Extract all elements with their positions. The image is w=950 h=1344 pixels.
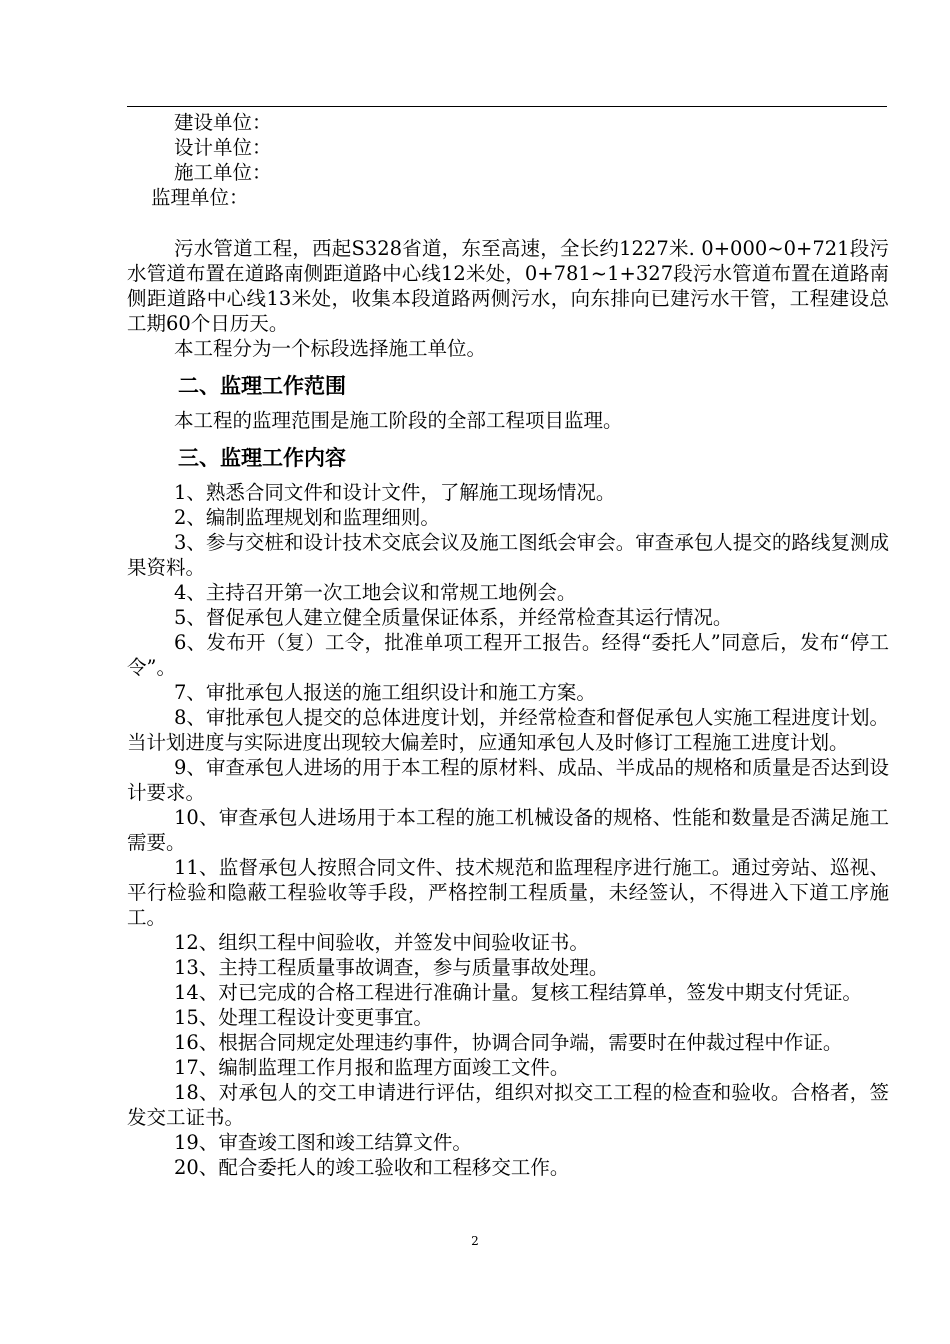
list-item: 19、审查竣工图和竣工结算文件。 bbox=[174, 1131, 472, 1154]
project-overview bbox=[127, 236, 889, 361]
list-item: 16、根据合同规定处理违约事件，协调合同争端，需要时在仲裁过程中作证。 bbox=[174, 1031, 843, 1054]
page-number: 2 bbox=[471, 1234, 479, 1248]
list-item: 11、监督承包人按照合同文件、技术规范和监理程序进行施工。通过旁站、巡视、平行检验和隐蔽工程验收等手段，严格控制工程质量，未经签认，不得进入下道工序施工。 bbox=[127, 856, 889, 929]
list-item: 4、主持召开第一次工地会议和常规工地例会。 bbox=[174, 581, 577, 604]
section-heading-scope: 二、监理工作范围 bbox=[178, 373, 346, 398]
header-rule bbox=[127, 106, 887, 107]
list-item: 6、发布开（复）工令，批准单项工程开工报告。经得“委托人”同意后，发布“停工令”。 bbox=[127, 631, 889, 679]
list-item: 13、主持工程质量事故调查，参与质量事故处理。 bbox=[174, 956, 609, 979]
list-item: 18、对承包人的交工申请进行评估，组织对拟交工工程的检查和验收。合格者，签发交工证书。 bbox=[127, 1081, 889, 1129]
list-item: 15、处理工程设计变更事宜。 bbox=[174, 1006, 433, 1029]
list-item: 20、配合委托人的竣工验收和工程移交工作。 bbox=[174, 1156, 570, 1179]
unit-contractor: 施工单位： bbox=[174, 161, 272, 184]
unit-design: 设计单位： bbox=[174, 136, 272, 159]
list-item: 12、组织工程中间验收，并签发中间验收证书。 bbox=[174, 931, 589, 954]
spacer bbox=[127, 210, 889, 236]
list-item: 1、熟悉合同文件和设计文件，了解施工现场情况。 bbox=[174, 481, 616, 504]
list-item: 14、对已完成的合格工程进行准确计量。复核工程结算单，签发中期支付凭证。 bbox=[174, 981, 862, 1004]
scope-paragraph: 本工程的监理范围是施工阶段的全部工程项目监理。 bbox=[174, 409, 623, 432]
overview-paragraph: 污水管道工程，西起S328省道，东至高速，全长约1227米. 0+000~0+721段污水管道布置在道路南侧距道路中心线12米处，0+781~1+327段污水管道布置在道路南侧距道路中心线13米处，收集本段道路两侧污水，向东排向已建污水干管，工程建设总工期60个日历天。 bbox=[127, 237, 889, 335]
list-item: 17、编制监理工作月报和监理方面竣工文件。 bbox=[174, 1056, 570, 1079]
list-item: 5、督促承包人建立健全质量保证体系，并经常检查其运行情况。 bbox=[174, 606, 733, 629]
project-units bbox=[127, 110, 889, 210]
unit-supervision: 监理单位： bbox=[151, 186, 249, 209]
page-content bbox=[127, 110, 889, 1180]
duty-list bbox=[127, 480, 889, 1180]
list-item: 2、编制监理规划和监理细则。 bbox=[174, 506, 440, 529]
list-item: 3、参与交桩和设计技术交底会议及施工图纸会审会。审查承包人提交的路线复测成果资料。 bbox=[127, 531, 889, 579]
list-item: 8、审批承包人提交的总体进度计划，并经常检查和督促承包人实施工程进度计划。当计划进度与实际进度出现较大偏差时，应通知承包人及时修订工程施工进度计划。 bbox=[127, 706, 889, 754]
list-item: 7、审批承包人报送的施工组织设计和施工方案。 bbox=[174, 681, 596, 704]
list-item: 9、审查承包人进场的用于本工程的原材料、成品、半成品的规格和质量是否达到设计要求。 bbox=[127, 756, 889, 804]
section-heading-content: 三、监理工作内容 bbox=[178, 445, 346, 470]
list-item: 10、审查承包人进场用于本工程的施工机械设备的规格、性能和数量是否满足施工需要。 bbox=[127, 806, 889, 854]
unit-construction: 建设单位： bbox=[174, 111, 272, 134]
overview-paragraph: 本工程分为一个标段选择施工单位。 bbox=[174, 337, 487, 360]
